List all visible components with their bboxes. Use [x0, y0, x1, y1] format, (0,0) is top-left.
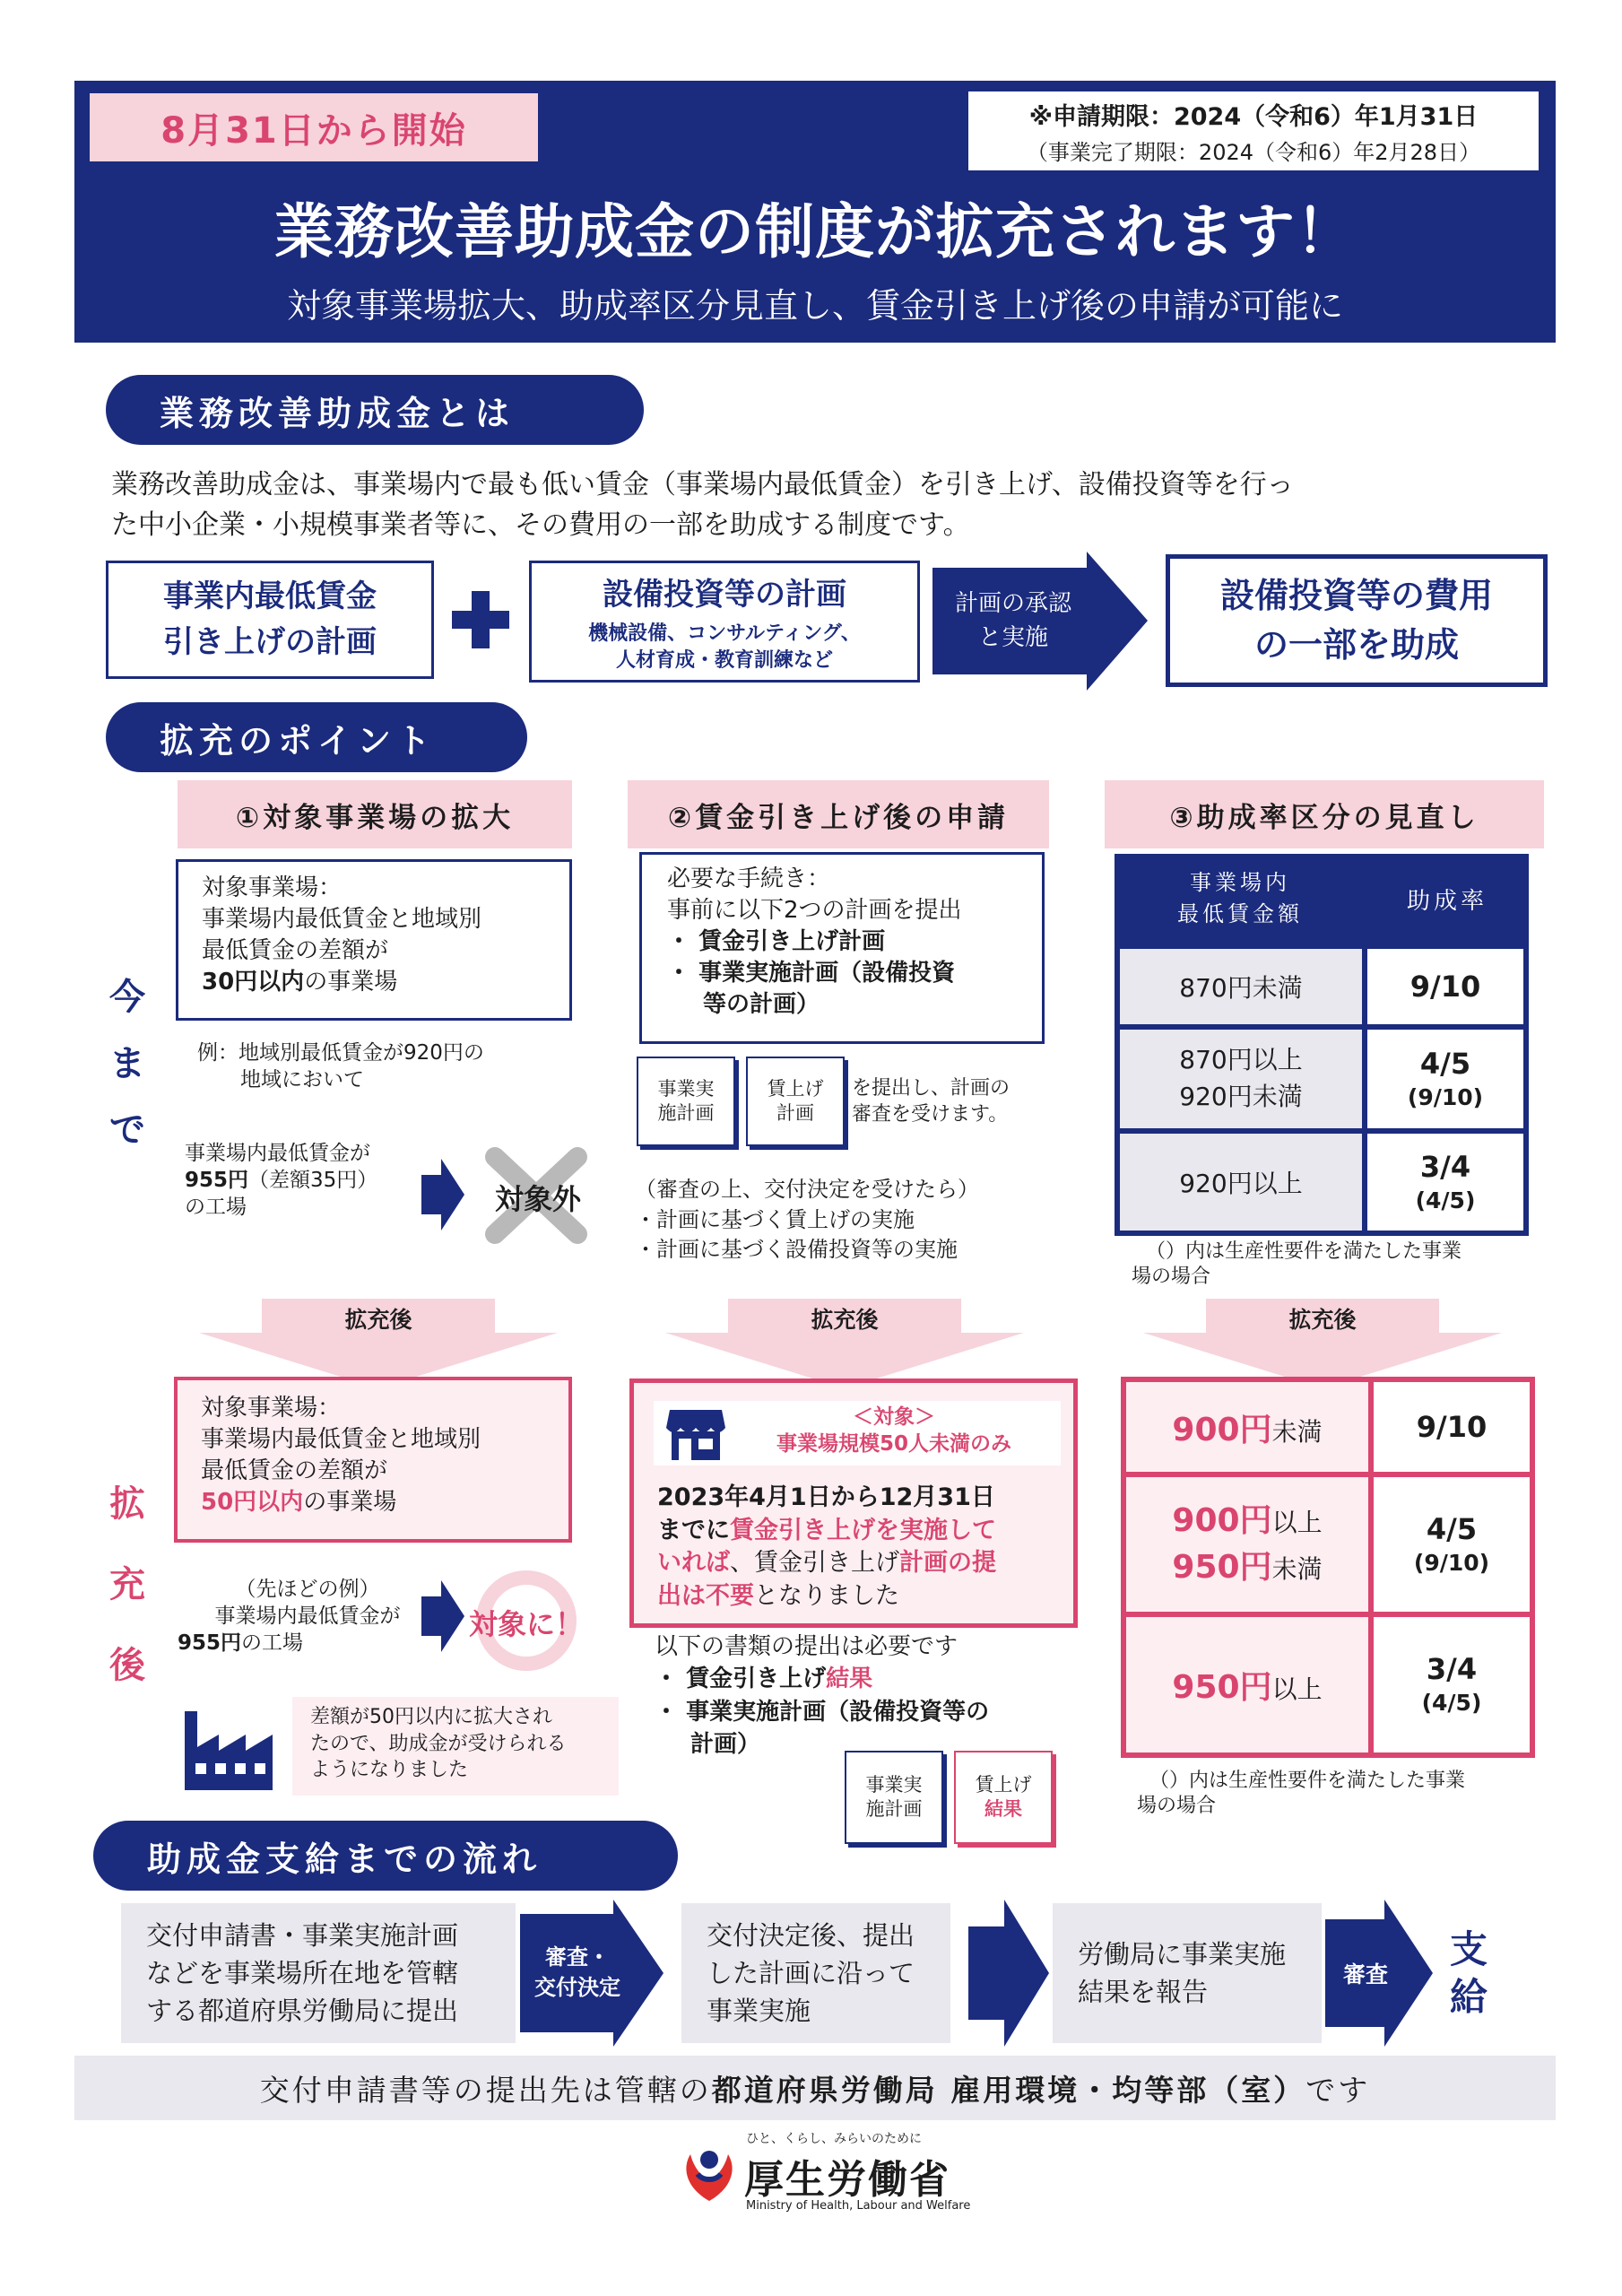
rate-row-rate-sub: (4/5)	[1415, 1187, 1476, 1213]
doc-wage-plan-icon	[746, 1057, 845, 1146]
about-description-line: た中小企業・小規模事業者等に、その費用の一部を助成する制度です。	[111, 509, 970, 541]
col2-before-line: 事前に以下2つの計画を提出	[667, 897, 962, 925]
rate-wage-highlight: 900円	[1172, 1411, 1272, 1448]
rate-row-rate: 9/10	[1374, 1382, 1530, 1472]
page-subtitle: 対象事業場拡大、助成率区分見直し、賃金引き上げ後の申請が可能に	[286, 286, 1343, 326]
col2-need-highlight: 結果	[826, 1665, 873, 1693]
flow-step-1	[121, 1903, 516, 2043]
col2-target	[733, 1405, 1055, 1458]
investment-plan-title: 設備投資等の計画	[603, 576, 846, 613]
col1-case-line: の工場	[185, 1195, 247, 1219]
after-label: 拡充後	[344, 1307, 412, 1333]
rate-wage-rest: 以上	[1271, 1674, 1323, 1704]
col1-case	[185, 1141, 436, 1222]
flow-step-3	[1053, 1903, 1322, 2043]
side-label-char: 今	[109, 977, 145, 1018]
wage-plan-box	[106, 561, 434, 679]
flow-arrow-line: 交付決定	[534, 1975, 620, 2000]
side-label-char: 拡	[109, 1483, 145, 1525]
col1-after-line: 事業場内最低賃金と地域別	[201, 1426, 481, 1454]
col1-note-line: ようになりました	[310, 1759, 469, 1782]
rate-table-header-line: 事業場内	[1190, 870, 1290, 896]
rate-wage-highlight: 900円	[1172, 1501, 1272, 1539]
col1-arrow-icon	[421, 1159, 464, 1231]
col1-case-bold: 955円	[185, 1168, 249, 1192]
wage-plan-line: 引き上げの計画	[163, 624, 377, 660]
col1-case-line: （差額35円）	[248, 1168, 378, 1192]
rate-table-header-wage	[1115, 854, 1366, 944]
col2-head: ②賃金引き上げ後の申請	[628, 780, 1049, 848]
col2-submit-line: を提出し、計画の	[852, 1077, 1010, 1100]
side-label-char: 後	[109, 1645, 145, 1686]
about-description-line: 業務改善助成金は、事業場内で最も低い賃金（事業場内最低賃金）を引き上げ、設備投資等を行っ	[111, 469, 1294, 500]
flow-step-line: 交付申請書・事業実施計画	[146, 1919, 459, 1951]
doc-label: 賃上げ	[767, 1077, 824, 1100]
col1-after-line: 対象事業場：	[201, 1395, 342, 1422]
rate-row-rate-value: 4/5	[1426, 1511, 1478, 1546]
rate-row-rate-sub: (9/10)	[1407, 1083, 1484, 1110]
rate-row-rate	[1367, 1134, 1523, 1231]
submit-destination-bar	[74, 2056, 1556, 2120]
flow-arrow-audit	[1325, 1900, 1433, 2047]
flow-arrow-line: 審査・	[545, 1944, 610, 1970]
doc-wage-result-icon	[954, 1751, 1053, 1844]
col3-note-line: 場の場合	[1137, 1794, 1217, 1817]
side-label-char: 充	[109, 1564, 145, 1605]
flow-heading: 助成金支給までの流れ	[93, 1821, 678, 1891]
flow-arrow-icon	[968, 1900, 1049, 2047]
rate-row-rate: 9/10	[1367, 949, 1523, 1024]
flow-final-payment	[1442, 1926, 1496, 2021]
col2-need-bullet: 事業実施計画（設備投資等の	[686, 1698, 990, 1726]
col1-after-case-line: 事業場内最低賃金が	[214, 1604, 401, 1628]
rate-row-wage	[1126, 1382, 1368, 1472]
subsidy-result-line: 設備投資等の費用	[1219, 575, 1493, 615]
col3-before-note	[1132, 1239, 1540, 1289]
doc-label: 結果	[984, 1798, 1022, 1820]
about-heading: 業務改善助成金とは	[106, 375, 644, 445]
flow-step-line: した計画に沿って	[707, 1957, 915, 1988]
factory-icon	[179, 1704, 278, 1794]
rate-row-rate-sub: (4/5)	[1421, 1690, 1482, 1717]
col1-after-box	[174, 1377, 572, 1543]
doc-plan-icon-after	[845, 1751, 943, 1844]
subsidy-result-line: の一部を助成	[1253, 625, 1459, 665]
col2-bullet: 事業実施計画（設備投資	[698, 960, 956, 987]
rate-row-rate	[1374, 1617, 1530, 1752]
rate-row-rate-sub: (9/10)	[1413, 1549, 1490, 1576]
col2-bullet: 等の計画）	[703, 991, 820, 1019]
deadline-main: ※申請期限：2024（令和6）年1月31日	[1028, 103, 1479, 131]
flow-step-line: 結果を報告	[1078, 1977, 1209, 2007]
col1-before-line: の事業場	[304, 969, 398, 996]
rate-table-before	[1115, 854, 1529, 1236]
col3-head: ③助成率区分の見直し	[1105, 780, 1544, 848]
after-arrow-col2	[665, 1299, 1024, 1388]
col2-main-highlight: 出は不要	[657, 1582, 754, 1611]
col1-case-line: 事業場内最低賃金が	[185, 1142, 370, 1165]
flow-final-char: 支	[1449, 1927, 1488, 1971]
doc-label: 事業実	[657, 1077, 715, 1100]
col2-main-part: となりました	[754, 1582, 899, 1611]
doc-label: 計画	[776, 1102, 814, 1124]
col1-before-line: 最低賃金の差額が	[202, 937, 389, 965]
col2-after-box	[629, 1378, 1078, 1628]
col3-after-note	[1137, 1769, 1535, 1818]
rate-row-rate-value: 3/4	[1419, 1149, 1471, 1184]
rate-wage-rest: 未満	[1271, 1416, 1323, 1447]
flow-step-line: 交付決定後、提出	[707, 1919, 915, 1951]
rate-row-wage-line: 870円以上	[1179, 1045, 1303, 1075]
rate-wage-rest: 未満	[1271, 1554, 1323, 1584]
rate-row-rate	[1374, 1477, 1530, 1612]
approval-arrow-text	[932, 568, 1094, 674]
col1-example	[197, 1040, 574, 1094]
col2-need-line: 以下の書類の提出は必要です	[655, 1633, 958, 1660]
col1-after-case-line: の工場	[241, 1631, 304, 1655]
rate-table-header-rate: 助成率	[1406, 887, 1488, 915]
col1-eligible: 対象に！	[468, 1607, 584, 1641]
col2-after-review	[635, 1175, 1065, 1265]
investment-plan-sub: 機械設備、コンサルティング、	[588, 622, 861, 645]
submit-destination-text: です	[1305, 2072, 1371, 2108]
col2-main-highlight: 賃金引き上げを実施して	[730, 1516, 996, 1544]
col3-note-line: （）内は生産性要件を満たした事業	[1149, 1770, 1466, 1792]
rate-row-wage	[1126, 1477, 1368, 1612]
after-label: 拡充後	[811, 1307, 879, 1333]
col2-target-label: ＜対象＞	[853, 1405, 935, 1429]
col2-after-review-line: ・計画に基づく賃上げの実施	[635, 1206, 915, 1232]
col1-head: ①対象事業場の拡大	[178, 780, 572, 848]
doc-label: 事業実	[865, 1773, 923, 1796]
side-label-after	[100, 1464, 154, 1706]
approval-arrow-line: と実施	[977, 623, 1048, 651]
col2-main-part: 、賃金引き上げ	[730, 1549, 899, 1578]
plus-icon	[448, 587, 513, 652]
col1-note-line: たので、助成金が受けられる	[310, 1732, 567, 1755]
col2-target-text: 事業場規模50人未満のみ	[776, 1431, 1011, 1456]
col1-before-line: 対象事業場：	[202, 874, 343, 901]
shop-icon	[666, 1408, 725, 1462]
rate-row-rate-value: 3/4	[1426, 1652, 1478, 1687]
investment-plan-box	[529, 561, 920, 683]
rate-row-wage	[1120, 1030, 1362, 1128]
approval-arrow-line: 計画の承認	[954, 589, 1071, 617]
doc-plan-icon	[637, 1057, 735, 1146]
col1-after-bold: 50円以内	[201, 1489, 304, 1517]
flow-arrow-review	[520, 1900, 664, 2047]
col2-main-part: までに	[657, 1516, 730, 1544]
flow-arrow-review-text	[520, 1914, 635, 2032]
col2-before-box: 必要な手続き： 事前に以下2つの計画を提出 ・ 賃金引き上げ計画 ・ 事業実施計画（設備投資 等の計画）	[639, 852, 1045, 1044]
doc-label: 賃上げ	[975, 1773, 1032, 1796]
col2-after-review-line: （審査の上、交付決定を受けたら）	[635, 1177, 979, 1202]
after-label: 拡充後	[1288, 1307, 1357, 1333]
mhlw-logo-icon	[680, 2142, 739, 2205]
investment-plan-sub: 人材育成・教育訓練など	[615, 648, 833, 672]
flow-step-line: 労働局に事業実施	[1078, 1938, 1287, 1970]
col3-note-line: （）内は生産性要件を満たした事業	[1146, 1240, 1462, 1263]
flow-step-2	[681, 1903, 950, 2043]
col2-need-docs: 以下の書類の提出は必要です ・ 賃金引き上げ結果 ・ 事業実施計画（設備投資等の 計画）	[655, 1631, 1076, 1761]
col2-before-line: 必要な手続き：	[667, 865, 831, 892]
col1-note-line: 差額が50円以内に拡大され	[310, 1706, 552, 1728]
rate-row-wage	[1126, 1617, 1368, 1752]
col1-before-box	[176, 859, 572, 1021]
side-label-char: ま	[109, 1043, 145, 1084]
subsidy-result-box	[1166, 554, 1548, 687]
col1-after-case-bold: 955円	[178, 1631, 242, 1655]
rate-row-rate-value: 4/5	[1419, 1046, 1471, 1081]
flow-step-line: 事業実施	[707, 1996, 811, 2027]
col2-after-main	[657, 1482, 1070, 1613]
logo-english: Ministry of Health, Labour and Welfare	[746, 2199, 971, 2213]
side-label-before	[100, 964, 154, 1163]
col2-need-bullet: 計画）	[690, 1731, 761, 1759]
col2-bullet: 賃金引き上げ計画	[698, 928, 886, 956]
rate-row-rate	[1367, 1030, 1523, 1128]
flow-final-char: 給	[1449, 1974, 1488, 2019]
rate-table-header-line: 最低賃金額	[1177, 901, 1303, 926]
col2-main-highlight: いれば	[657, 1549, 730, 1578]
start-date-tag: 8月31日から開始	[90, 93, 538, 161]
col3-note-line: 場の場合	[1132, 1265, 1211, 1288]
logo-name: 厚生労働省	[744, 2157, 950, 2203]
col2-after-review-line: ・計画に基づく設備投資等の実施	[635, 1237, 958, 1263]
col1-after-case-line: （先ほどの例）	[235, 1578, 380, 1601]
rate-table-after	[1121, 1377, 1535, 1758]
col2-main-line: 2023年4月1日から12月31日	[657, 1483, 995, 1511]
rate-row-wage-line: 920円未満	[1179, 1082, 1303, 1111]
side-label-char: で	[109, 1109, 145, 1151]
col1-example-line: 例：地域別最低賃金が920円の	[197, 1041, 484, 1065]
submit-destination-text: 交付申請書等の提出先は管轄の	[259, 2072, 712, 2108]
flow-step-line: などを事業場所在地を管轄	[146, 1957, 459, 1988]
rate-wage-rest: 以上	[1271, 1507, 1323, 1537]
rate-wage-highlight: 950円	[1172, 1549, 1272, 1586]
col2-need-bullet: 賃金引き上げ	[686, 1665, 827, 1693]
doc-label: 施計画	[657, 1102, 715, 1124]
col1-example-line: 地域において	[240, 1067, 364, 1091]
col1-not-eligible: 対象外	[494, 1182, 581, 1216]
doc-label: 施計画	[865, 1798, 923, 1820]
deadline-box	[967, 90, 1540, 172]
col1-before-bold: 30円以内	[202, 969, 305, 996]
col1-after-line: 最低賃金の差額が	[201, 1457, 388, 1485]
rate-row-wage: 870円未満	[1120, 949, 1362, 1024]
page-title: 業務改善助成金の制度が拡充されます！	[274, 197, 1356, 266]
points-heading: 拡充のポイント	[106, 702, 527, 772]
col2-main-highlight: 計画の提	[899, 1549, 996, 1578]
rate-wage-highlight: 950円	[1172, 1669, 1272, 1706]
submit-destination-office: 都道府県労働局 雇用環境・均等部（室）	[711, 2072, 1306, 2108]
flow-step-line: する都道府県労働局に提出	[146, 1996, 459, 2027]
about-description	[111, 465, 1564, 545]
col2-submit-line: 審査を受けます。	[852, 1102, 1009, 1126]
after-arrow-col1	[199, 1299, 558, 1388]
logo-tagline: ひと、くらし、みらいのために	[746, 2132, 922, 2146]
wage-plan-line: 事業内最低賃金	[163, 578, 377, 614]
approval-arrow	[932, 552, 1148, 691]
col1-after-note	[292, 1697, 619, 1796]
rate-row-wage: 920円以上	[1120, 1134, 1362, 1231]
flow-arrow-audit-text: 審査	[1342, 1961, 1388, 1987]
col2-submit-note	[852, 1076, 1058, 1127]
col1-after-line: の事業場	[303, 1489, 397, 1517]
after-arrow-col3	[1143, 1299, 1502, 1388]
col1-after-case	[178, 1577, 438, 1657]
col1-before-line: 事業場内最低賃金と地域別	[202, 906, 482, 934]
deadline-sub: （事業完了期限：2024（令和6）年2月28日）	[1026, 140, 1481, 165]
